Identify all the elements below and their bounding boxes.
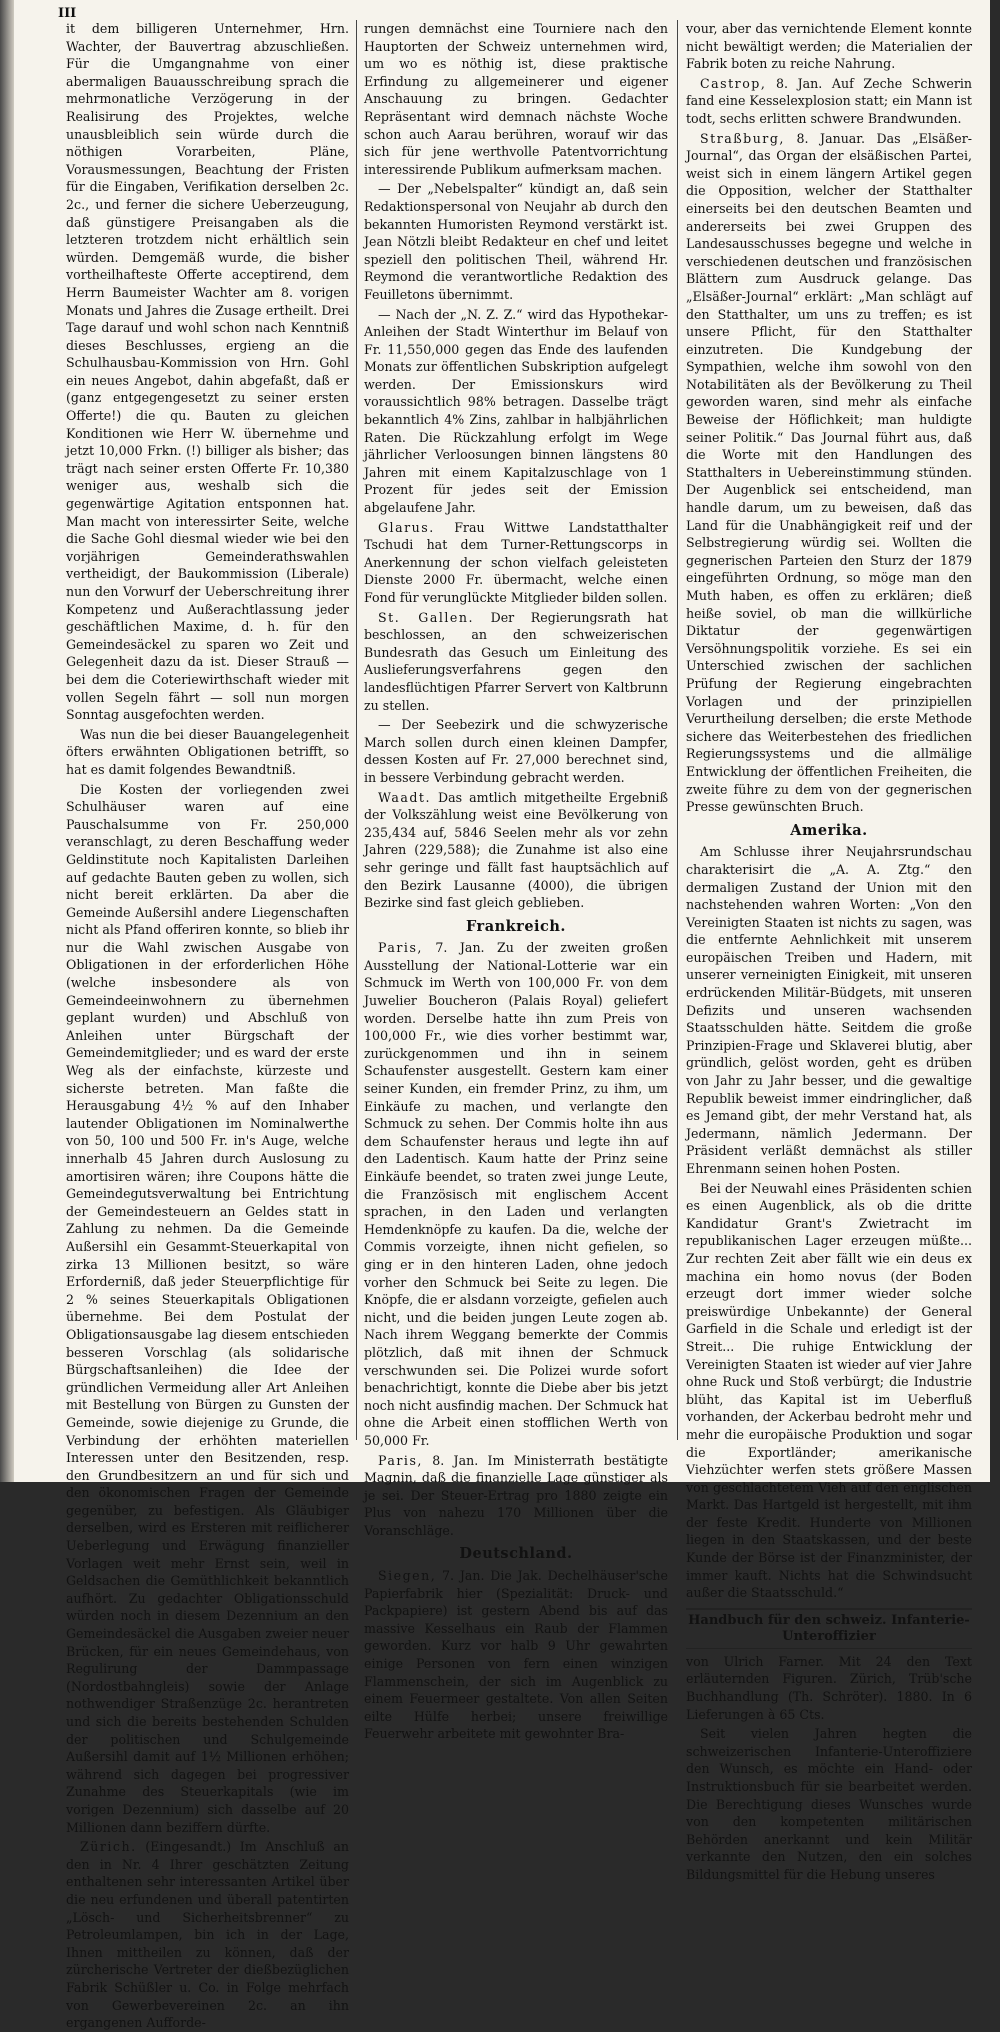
paragraph-text: 7. Jan. Zu der zweiten großen Ausstellung der National-Lotterie war ein Schmuck im Werth von 100,000 Fr. von dem Juwelier Boucheron (Palais Royal) geliefert worden. Derselbe hatte ihn zum Preis von 100,000 Fr., wie dies vorher bestimmt war, zurückgenommen und ihn in seinem Schaufenster ausgestellt. Gestern kam einer seiner Kunden, ein fremder Prinz, zu ihm, um Einkäufe zu machen, und verlangte den Schmuck zu sehen. Der Commis holte ihn aus dem Schaufenster heraus und legte ihn auf den Ladentisch. Kaum hatte der Prinz seine Einkäufe beendet, so traten zwei junge Leute, die Französisch mit englischem Accent sprachen, in den Laden und verlangten Hemdenknöpfe zu kaufen. Da die, welche der Commis vorzeigte, ihnen nicht gefielen, so ging er in den hinteren Laden, ohne jedoch vorher den Schmuck bei Seite zu legen. Die Knöpfe, die er alsdann vorzeigte, gefielen auch nicht, und die beiden jungen Leute zogen ab. Nach ihrem Weggang bemerkte der Commis plötzlich, daß mit ihnen der Schmuck verschwunden sei. Die Polizei wurde sofort benachrichtigt, konnte die Diebe aber bis jetzt noch nicht ausfindig machen. Der Schmuck hat ohne die Arbeit einen stofflichen Werth von 50,000 Fr. xyxy=(364,940,668,1448)
article-paragraph xyxy=(66,1838,349,2032)
paragraph-text: Seit vielen Jahren hegten die schweizerischen Infanterie-Unteroffiziere den Wunsch, es möchte ein Hand- oder Instruktionsbuch für sie bearbeitet werden. Die Berechtigung dieses Wunsches wurde von den kompetenten militärischen Behörden anerkannt und kein Militär verkannte den Nutzen, den ein solches Bildungsmittel für die Hebung unseres xyxy=(686,1726,972,1882)
article-paragraph xyxy=(364,306,668,517)
paragraph-text: it dem billigeren Unternehmer, Hrn. Wachter, der Bauvertrag abzuschließen. Für die Umgangnahme von einer abermaligen Bauausschreibung sprach die mehrmonatliche Verzögerung in der Realisirung des Projektes, welche unausbleiblich sein würde durch die nöthigen Vorarbeiten, Pläne, Vorausmessungen, Beachtung der Fristen für die Eingaben, Verifikation derselben 2c. 2c., und ferner die sichere Ueberzeugung, daß günstigere Preisangaben als die letzteren trotzdem nicht erhältlich sein würden. Demgemäß wurde, die bisher vortheilhafteste Offerte acceptirend, dem Herrn Baumeister Wachter am 8. vorigen Monats und Jahres die Zusage ertheilt. Drei Tage darauf und wohl schon nach Kenntniß dieses Beschlusses, ergieng an die Schulhausbau-Kommission von Hrn. Gohl ein neues Angebot, dahin abgefaßt, daß er (ganz entgegengesetzt zu seiner ersten Offerte!) die qu. Bauten zu gleichen Konditionen wie Herr W. übernehme und jetzt 10,000 Frkn. (!) billiger als bisher; das trägt nach seiner ersten Offerte Fr. 10,380 weniger aus, weshalb sich die gegenwärtige Agitation entsponnen hat. Man macht von interessirter Seite, welche die Sache Gohl diesmal wieder wie bei den vorjährigen Gemeinderathswahlen vertheidigt, der Baukommission (Liberale) nun den Vorwurf der Ueberschreitung ihrer Kompetenz und Außerachtlassung jeder geschäftlichen Maxime, d. h. für den Gemeindesäckel zu sparen wo Zeit und Gelegenheit dazu da ist. Dieser Strauß — bei dem die Coteriewirthschaft wieder mit vollen Segeln fährt — soll nun morgen Sonntag ausgefochten werden. xyxy=(66,21,349,723)
paragraph-text: Frau Wittwe Landstatthalter Tschudi hat dem Turner-Rettungscorps in Anerkennung der schon vielfach geleisteten Dienste 2000 Fr. übermacht, welche einen Fond für verunglückte Mitglieder bilden sollen. xyxy=(364,519,668,605)
paragraph-text: 8. Jan. Im Ministerrath bestätigte Magnin, daß die finanzielle Lage günstiger als je sei. Der Steuer-Ertrag pro 1880 zeigte ein Plus von nahezu 170 Millionen über die Voranschläge. xyxy=(364,1452,668,1538)
article-paragraph xyxy=(364,1567,668,1743)
article-paragraph xyxy=(66,726,349,779)
dateline-place: Waadt. xyxy=(378,789,431,805)
page-spine-shadow xyxy=(0,0,14,1482)
article-paragraph xyxy=(66,781,349,1837)
paragraph-text: von Ulrich Farner. Mit 24 den Text erläuternden Figuren. Zürich, Trüb'sche Buchhandlung (Th. Schröter). 1880. In 6 Lieferungen à 65 Cts. xyxy=(686,1653,972,1722)
paragraph-text: vour, aber das vernichtende Element konnte nicht bewältigt werden; die Materialien der Fabrik boten zu reiche Nahrung. xyxy=(686,21,972,72)
paragraph-text: Bei der Neuwahl eines Präsidenten schien es einen Augenblick, als ob die dritte Kandidatur Grant's Zwietracht im republikanischen Lager erzeugen müßte... Zur rechten Zeit aber fällt wie ein deus ex machina ein homo novus (der Boden erzeugt dort immer wieder solche preiswürdige Unbekannte) der General Garfield in die Schale und erledigt ist der Streit... Die ruhige Entwicklung der Vereinigten Staaten ist wieder auf vier Jahre ohne Ruck und Stoß verbürgt; die Industrie blüht, das Kapital ist im Ueberfluß vorhanden, der Ackerbau bedroht mehr und mehr die europäische Produktion und sogar die Exportländer; amerikanische Viehzüchter werfen stets größere Massen von geschlachtetem Vieh auf den englischen Markt. Das Hartgeld ist hergestellt, mit ihm der feste Kredit. Hunderte von Millionen liegen in den Staatskassen, und der beste Kunde der Börse ist der Finanzminister, der immer kauft. Nichts hat die Schwindsucht außer die Staatsschuld.“ xyxy=(686,1180,972,1601)
paragraph-text: — Der Seebezirk und die schwyzerische March sollen durch einen kleinen Dampfer, dessen Kosten auf Fr. 27,000 berechnet sind, in bessere Verbindung gebracht werden. xyxy=(364,717,668,785)
article-paragraph xyxy=(364,789,668,912)
column-2 xyxy=(364,20,668,1742)
dateline-place: Zürich. xyxy=(80,1839,137,1855)
article-paragraph xyxy=(364,939,668,1449)
article-paragraph xyxy=(364,20,668,178)
article-paragraph xyxy=(66,20,349,724)
section-heading: Deutschland. xyxy=(459,1545,573,1563)
paragraph-text: 7. Jan. Die Jak. Dechelhäuser'sche Papierfabrik hier (Spezialität: Druck- und Packpapiere) ist gestern Abend bis auf das massive Kesselhaus ein Raub der Flammen geworden. Kurz vor halb 9 Uhr gewahrten einige Personen von fern einen winzigen Flammenschein, der sich im Augenblick zu einem Feuermeer gestaltete. Von allen Seiten eilte Hülfe herbei; unsere freiwillige Feuerwehr arbeitete mit gewohnter Bra- xyxy=(364,1568,668,1742)
dateline-place: Glarus. xyxy=(378,519,435,535)
article-paragraph xyxy=(686,20,972,73)
dateline-place: Siegen, xyxy=(378,1568,437,1584)
column-3 xyxy=(686,20,972,1882)
article-paragraph xyxy=(686,1653,972,1723)
paragraph-text: Was nun die bei dieser Bauangelegenheit öfters erwähnten Obligationen betrifft, so hat es damit folgendes Bewandtniß. xyxy=(66,726,349,777)
article-paragraph xyxy=(364,1452,668,1540)
paragraph-text: — Nach der „N. Z. Z.“ wird das Hypothekar-Anleihen der Stadt Winterthur im Belauf von Fr. 11,550,000 gegen das Ende des laufenden Monats zur öffentlichen Subskription aufgelegt werden. Der Emissionskurs wird voraussichtlich 98% betragen. Dasselbe trägt bekanntlich 4% Zins, zahlbar in halbjährlichen Raten. Die Rückzahlung erfolgt im Wege jährlicher Verloosungen binnen längstens 80 Jahren mit einem Kapitalzuschlage von 1 Prozent für jedes seit der Emission abgelaufene Jahr. xyxy=(364,306,668,516)
article-paragraph xyxy=(364,519,668,607)
article-paragraph xyxy=(364,609,668,715)
article-paragraph xyxy=(364,180,668,303)
section-heading: Frankreich. xyxy=(466,917,566,935)
paragraph-text: Das amtlich mitgetheilte Ergebniß der Volkszählung weist eine Bevölkerung von 235,434 auf, 5846 Seelen mehr als vor zehn Jahren (229,588); die Zunahme ist also eine sehr geringe und fällt fast hauptsächlich auf den Bezirk Lausanne (4000), die übrigen Bezirke sind fast gleich geblieben. xyxy=(364,789,668,911)
paragraph-text: Der Regierungsrath hat beschlossen, an den schweizerischen Bundesrath das Gesuch um Einleitung des Auslieferungsverfahrens gegen den landesflüchtigen Pfarrer Servert von Kaltbrunn zu stellen. xyxy=(364,609,668,713)
book-title: Handbuch für den schweiz. Infanterie-Unteroffizier xyxy=(686,1608,972,1649)
dateline-place: Paris, xyxy=(378,940,423,956)
paragraph-text: Am Schlusse ihrer Neujahrsrundschau charakterisirt die „A. A. Ztg.“ den dermaligen Zustand der Union mit den nachstehenden wahren Worten: „Von den Vereinigten Staaten ist nichts zu sagen, was die entfernte Aehnlichkeit mit unserem europäischen Treiben und Hadern, mit unserer verneinigten Einigkeit, mit unseren erdrückenden Militär-Büdgets, mit unseren Defizits und unseren wachsenden Staatsschulden hätte. Seitdem die große Prinzipien-Frage und Sklaverei blutig, aber gründlich, gelöst worden, geht es drüben von Jahr zu Jahr besser, und die gewaltige Republik beweist immer eindringlicher, daß es Jemand gibt, der mehr Verstand hat, als Jedermann, nämlich Jedermann. Der Präsident verläßt demnächst als stiller Ehrenmann seinen hohen Posten. xyxy=(686,844,972,1176)
dateline-place: Paris, xyxy=(378,1452,423,1468)
paragraph-text: rungen demnächst eine Tourniere nach den Hauptorten der Schweiz unternehmen wird, um wo es nöthig ist, diese praktische Erfindung zu allgemeinerer und eigener Anschauung zu bringen. Gedachter Repräsentant wird demnach nächste Woche schon auch Aarau berühren, worauf wir das sich für jene werthvolle Patentvorrichtung interessirende Publikum aufmerksam machen. xyxy=(364,21,668,177)
article-paragraph xyxy=(686,1725,972,1883)
dateline-place: St. Gallen. xyxy=(378,609,474,625)
page-number: III xyxy=(58,6,77,21)
column-1 xyxy=(66,20,349,2031)
dateline-place: Straßburg, xyxy=(700,130,785,146)
paragraph-text: (Eingesandt.) Im Anschluß an den in Nr. 4 Ihrer geschätzten Zeitung enthaltenen sehr interessanten Artikel über die neu erfundenen und überall patentirten „Lösch- und Sicherheitsbrenner“ zu Petroleumlampen, bin ich in der Lage, Ihnen mittheilen zu können, daß der zürcherische Vertreter der dießbezüglichen Fabrik Schüßler u. Co. in Folge mehrfach von Gewerbevereinen 2c. an ihn ergangenen Aufforde- xyxy=(66,1839,349,2031)
paragraph-text: 8. Januar. Das „Elsäßer-Journal“, das Organ der elsäßischen Partei, weist sich in einem längern Artikel gegen die Opposition, welcher der Statthalter einerseits bei den deutschen Beamten und andererseits bei zwei Gruppen des Landesausschusses begegne und welche in verschiedenen deutschen und französischen Blättern zum Ausdruck gelange. Das „Elsäßer-Journal“ erklärt: „Man schlägt auf den Statthalter, um uns zu treffen; es ist unsere Pflicht, für den Statthalter einzutreten. Die Kundgebung der Sympathien, welche ihm sowohl von den Notabilitäten als der Bevölkerung zu Theil geworden waren, sind mehr als einfache Beweise der Höflichkeit; man huldigte seiner Politik.“ Das Journal führt aus, daß die Worte mit den Handlungen des Statthalters in Uebereinstimmung stünden. Der Augenblick sei entscheidend, man handle darum, um zu beweisen, daß das Land für die Unabhängigkeit reif und der Selbstregierung würdig sei. Wollten die gegnerischen Parteien den Sturz der 1879 eingeführten Ordnung, so möge man den Muth haben, es offen zu erklären; dieß heiße soviel, ob man die willkürliche Diktatur der gegenwärtigen Versöhnungspolitik vorziehe. Es sei ein Unterschied zwischen der sachlichen Prüfung der Regierung eingebrachten Vorlagen und der prinzipiellen Verurtheilung derselben; die erste Methode sichere das Weiterbestehen des friedlichen Regierungssystems und die allmälige Entwicklung der öffentlichen Freiheiten, die zweite führe zu dem von der gegnerischen Presse gewünschten Bruch. xyxy=(686,130,972,815)
column-rule xyxy=(356,20,357,1440)
article-paragraph xyxy=(686,75,972,128)
column-rule xyxy=(677,20,678,1440)
article-paragraph xyxy=(686,843,972,1177)
paragraph-text: 8. Jan. Auf Zeche Schwerin fand eine Kesselexplosion statt; ein Mann ist todt, sechs erlitten schwere Brandwunden. xyxy=(686,75,972,126)
article-paragraph xyxy=(364,716,668,786)
article-paragraph xyxy=(686,130,972,816)
article-paragraph xyxy=(686,1180,972,1602)
paragraph-text: Die Kosten der vorliegenden zwei Schulhäuser waren auf eine Pauschalsumme von Fr. 250,000 veranschlagt, zu deren Beschaffung weder Geldinstitute noch Kapitalisten Darleihen auf gedachte Bauten geben zu wollen, sich nicht bereit erklärten. Da aber die Gemeinde Außersihl andere Liegenschaften nicht als Pfand offeriren konnte, so blieb ihr nur die Wahl zwischen Ausgabe von Obligationen in der erforderlichen Höhe (welche insbesondere als von Gemeindeeinwohnern zu übernehmen geplant wurden) und Abschluß von Anleihen unter Bürgschaft der Gemeindemitglieder; und es ward der erste Weg als der einfachste, kürzeste und sicherste betreten. Man faßte die Herausgabung 4½ % auf den Inhaber lautender Obligationen im Nominalwerthe von 50, 100 und 500 Fr. in's Auge, welche innerhalb 45 Jahren durch Auslosung zu amortisiren wären; ihre Coupons hätte die Gemeindegutsverwaltung bei Entrichtung der Gemeindesteuern an Geldes statt in Zahlung zu nehmen. Da die Gemeinde Außersihl ein Gesammt-Steuerkapital von zirka 13 Millionen besitzt, so wäre Erforderniß, daß jeder Steuerpflichtige für 2 % seines Steuerkapitals Obligationen übernehme. Bei dem Postulat der Obligationsausgabe lag diesem entschieden besseren Vorschlag (als solidarische Bürgschaftsanleihen) die Idee der gründlichen Vermeidung aller Art Anleihen mit Bestellung von Bürgen zu Gunsten der Gemeinde, sowie diejenige zu Grunde, die Verbindung der erhöhten materiellen Interessen unter den Besitzenden, resp. den Grundbesitzern an und für sich und den ökonomischen Fragen der Gemeinde gegenüber, zu befestigen. Als Gläubiger derselben, wird es Ersteren mit reiflicherer Ueberlegung und Erwägung finanzieller Vorlagen weit mehr Ernst sein, weil in Geldsachen die Gemüthlichkeit bekanntlich aufhört. Zu gedachter Obligationsschuld würden noch in diesem Dezennium an den Gemeindesäckel die Ausgaben zweier neuer Brücken, für ein neues Gemeindehaus, von Regulirung der Dammpassage (Nordostbahngleis) sowie der Anlage nothwendiger Straßenzüge 2c. herantreten und sich die bereits bestehenden Schulden der politischen und Schulgemeinde Außersihl damit auf 1½ Millionen erhöhen; während sich dagegen bei progressiver Zunahme des Steuerkapitals (wie im vorigen Dezennium) sich dasselbe auf 20 Millionen dann beziffern dürfte. xyxy=(66,781,349,1835)
paragraph-text: — Der „Nebelspalter“ kündigt an, daß sein Redaktionspersonal von Neujahr ab durch den bekannten Humoristen Reymond verstärkt ist. Jean Nötzli bleibt Redakteur en chef und leitet speziell den politischen Theil, während Hr. Reymond die verantwortliche Redaktion des Feuilletons übernimmt. xyxy=(364,181,668,302)
section-heading: Amerika. xyxy=(790,821,868,839)
dateline-place: Castrop, xyxy=(700,75,767,91)
